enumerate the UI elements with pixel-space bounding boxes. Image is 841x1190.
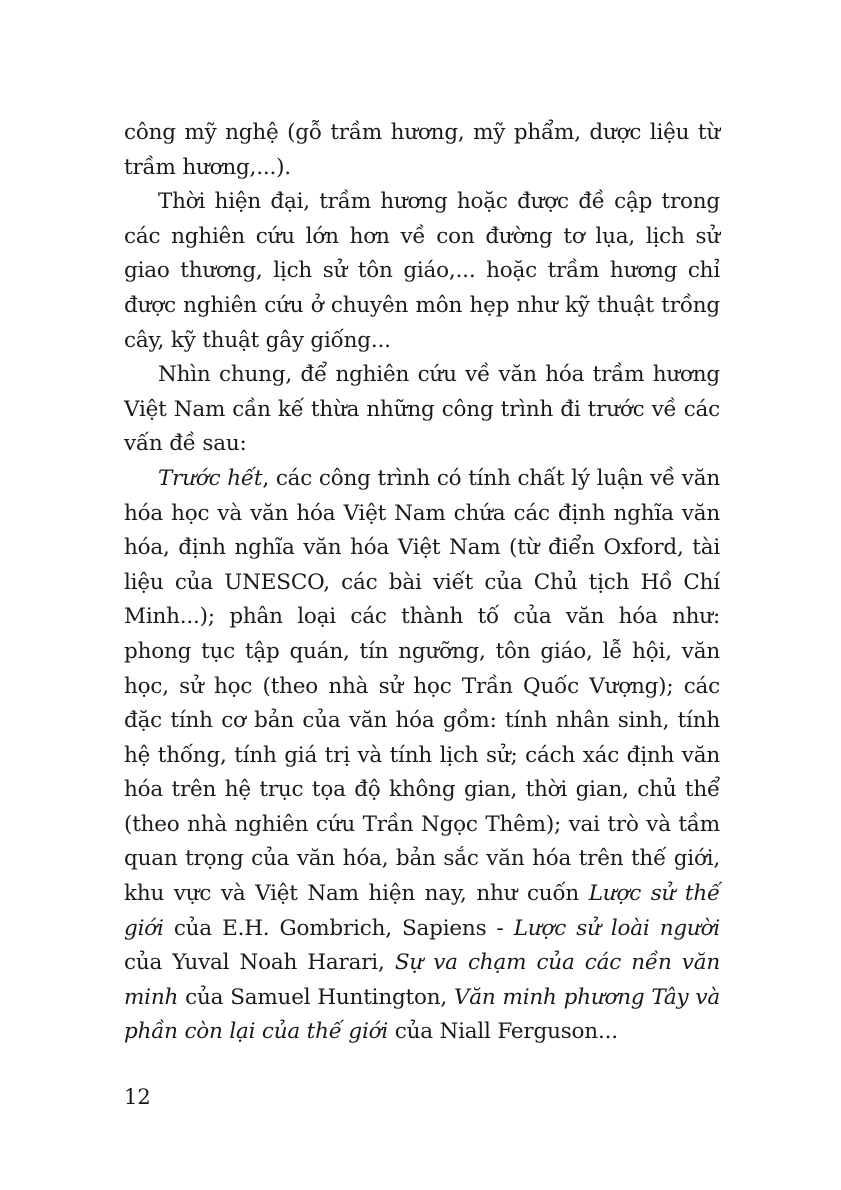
book-title: Văn minh phương Tây và phần còn lại của thế giới <box>124 984 720 1045</box>
page-body <box>124 116 720 1050</box>
paragraph-text: , các công trình có tính chất lý luận về văn hóa học và văn hóa Việt Nam chứa các định nghĩa văn hóa, định nghĩa văn hóa Việt Nam (từ điển Oxford, tài liệu của UNESCO, các bài viết của Chủ tịch Hồ Chí Minh...); phân loại các thành tố của văn hóa như: phong tục tập quán, tín ngưỡng, tôn giáo, lễ hội, văn học, sử học (theo nhà sử học Trần Quốc Vượng); các đặc tính cơ bản của văn hóa gồm: tính nhân sinh, tính hệ thống, tính giá trị và tính lịch sử; cách xác định văn hóa trên hệ trục tọa độ không gian, thời gian, chủ thể (theo nhà nghiên cứu Trần Ngọc Thêm); vai trò và tầm quan trọng của văn hóa, bản sắc văn hóa trên thế giới, khu vực và Việt Nam hiện nay, như cuốn <box>124 465 720 907</box>
paragraph-text: công mỹ nghệ (gỗ trầm hương, mỹ phẩm, dược liệu từ trầm hương,...). <box>124 120 720 180</box>
paragraph-text: của Samuel Huntington, <box>178 984 454 1010</box>
paragraph-text: của Niall Ferguson... <box>388 1019 618 1045</box>
page-number: 12 <box>124 1085 151 1109</box>
paragraph-2 <box>124 185 720 358</box>
book-title: Sự va chạm của các nền văn minh <box>124 950 721 1010</box>
paragraph-3 <box>124 358 720 462</box>
book-title: Lược sử thế giới <box>124 881 720 941</box>
paragraph-text: Thời hiện đại, trầm hương hoặc được đề cập trong các nghiên cứu lớn hơn về con đường tơ lụa, lịch sử giao thương, lịch sử tôn giáo,... hoặc trầm hương chỉ được nghiên cứu ở chuyên môn hẹp như kỹ thuật trồng cây, kỹ thuật gây giống... <box>124 189 720 353</box>
paragraph-text: của Yuval Noah Harari, <box>124 950 395 976</box>
paragraph-4 <box>124 462 720 1050</box>
paragraph-text: Nhìn chung, để nghiên cứu về văn hóa trầm hương Việt Nam cần kế thừa những công trình đi trước về các vấn đề sau: <box>124 362 720 457</box>
emphasis-text: Trước hết <box>158 465 263 491</box>
paragraph-text: của E.H. Gombrich, Sapiens - <box>163 915 514 941</box>
book-title: Lược sử loài người <box>513 915 721 941</box>
paragraph-1 <box>124 116 720 185</box>
